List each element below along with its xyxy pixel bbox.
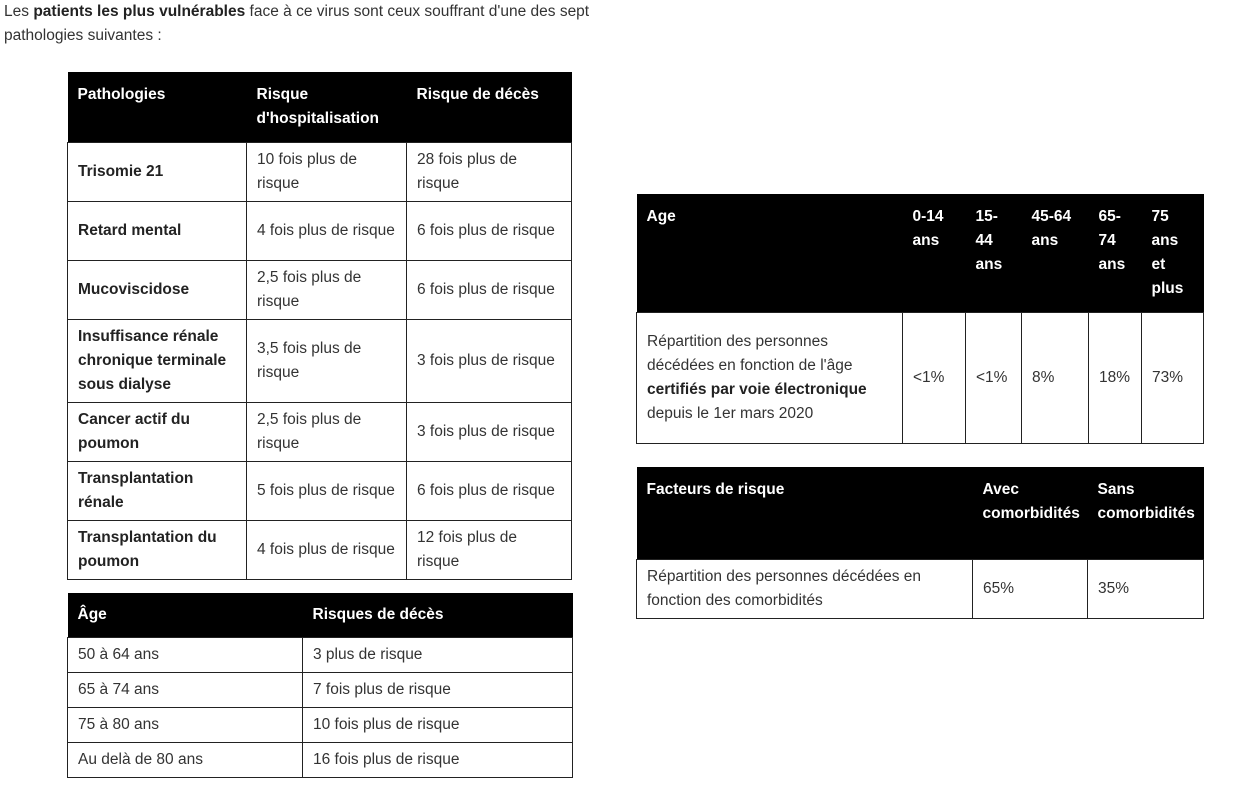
header-hospitalisation-risk: Risque d'hospitalisation [247, 72, 407, 143]
death-risk: 6 fois plus de risque [407, 261, 572, 320]
table-row [68, 202, 572, 261]
pathology-name: Transplantation du poumon [68, 521, 247, 580]
death-risk: 3 fois plus de risque [407, 403, 572, 462]
age-range: 65 à 74 ans [68, 673, 303, 708]
table-row [68, 403, 572, 462]
pathologies-table [67, 72, 572, 580]
death-risk: 7 fois plus de risque [303, 673, 573, 708]
table-row [637, 560, 1204, 619]
death-risk: 28 fois plus de risque [407, 143, 572, 202]
comorbidity-table [636, 467, 1204, 619]
header-risk-factors: Facteurs de risque [637, 467, 973, 560]
age-deaths-table [636, 194, 1204, 444]
hospitalisation-risk: 2,5 fois plus de risque [247, 261, 407, 320]
header-pathologies: Pathologies [68, 72, 247, 143]
age-risk-table [67, 593, 573, 778]
pathology-name: Cancer actif du poumon [68, 403, 247, 462]
table-row [68, 320, 572, 403]
value-without-comorbidities: 35% [1088, 560, 1204, 619]
table-row [68, 462, 572, 521]
header-age-15-44: 15-44 ans [966, 194, 1022, 313]
hospitalisation-risk: 4 fois plus de risque [247, 521, 407, 580]
header-age-75-plus: 75 ans et plus [1142, 194, 1204, 313]
pathology-name: Insuffisance rénale chronique terminale sous dialyse [68, 320, 247, 403]
value-with-comorbidities: 65% [973, 560, 1088, 619]
age-range: 50 à 64 ans [68, 638, 303, 673]
table-row [68, 261, 572, 320]
death-risk: 3 fois plus de risque [407, 320, 572, 403]
table-header-row [68, 72, 572, 143]
table-row [68, 708, 573, 743]
row-label-part2: depuis le 1er mars 2020 [647, 405, 814, 422]
death-risk: 6 fois plus de risque [407, 202, 572, 261]
value-15-44: <1% [966, 313, 1022, 444]
header-age-0-14: 0-14 ans [903, 194, 966, 313]
pathology-name: Trisomie 21 [68, 143, 247, 202]
header-death-risk: Risque de décès [407, 72, 572, 143]
header-death-risks: Risques de décès [303, 593, 573, 638]
hospitalisation-risk: 2,5 fois plus de risque [247, 403, 407, 462]
death-risk: 3 plus de risque [303, 638, 573, 673]
value-45-64: 8% [1022, 313, 1089, 444]
table-row [68, 638, 573, 673]
value-65-74: 18% [1089, 313, 1142, 444]
hospitalisation-risk: 3,5 fois plus de risque [247, 320, 407, 403]
header-with-comorbidities: Avec comorbidités [973, 467, 1088, 560]
row-label-part1: Répartition des personnes décédées en fonction de l'âge [647, 333, 853, 374]
header-age-45-64: 45-64 ans [1022, 194, 1089, 313]
table-row [68, 673, 573, 708]
pathology-name: Retard mental [68, 202, 247, 261]
pathology-name: Mucoviscidose [68, 261, 247, 320]
row-label [637, 313, 903, 444]
age-range: 75 à 80 ans [68, 708, 303, 743]
death-risk: 12 fois plus de risque [407, 521, 572, 580]
table-header-row [637, 467, 1204, 560]
hospitalisation-risk: 10 fois plus de risque [247, 143, 407, 202]
header-age: Age [637, 194, 903, 313]
row-label-bold: certifiés par voie électronique [647, 381, 867, 398]
row-label: Répartition des personnes décédées en fonction des comorbidités [637, 560, 973, 619]
death-risk: 6 fois plus de risque [407, 462, 572, 521]
death-risk: 16 fois plus de risque [303, 743, 573, 778]
hospitalisation-risk: 4 fois plus de risque [247, 202, 407, 261]
header-without-comorbidities: Sans comorbidités [1088, 467, 1204, 560]
death-risk: 10 fois plus de risque [303, 708, 573, 743]
header-age-65-74: 65-74 ans [1089, 194, 1142, 313]
table-header-row [637, 194, 1204, 313]
intro-prefix: Les [4, 3, 34, 20]
table-row [637, 313, 1204, 444]
value-75-plus: 73% [1142, 313, 1204, 444]
intro-paragraph [4, 0, 644, 48]
intro-suffix: face à ce virus sont ceux souffrant d'une des sept pathologies suivantes : [4, 3, 590, 44]
hospitalisation-risk: 5 fois plus de risque [247, 462, 407, 521]
table-header-row [68, 593, 573, 638]
table-row [68, 143, 572, 202]
header-age: Âge [68, 593, 303, 638]
value-0-14: <1% [903, 313, 966, 444]
pathology-name: Transplantation rénale [68, 462, 247, 521]
age-range: Au delà de 80 ans [68, 743, 303, 778]
table-row [68, 743, 573, 778]
intro-bold: patients les plus vulnérables [33, 3, 246, 20]
table-row [68, 521, 572, 580]
